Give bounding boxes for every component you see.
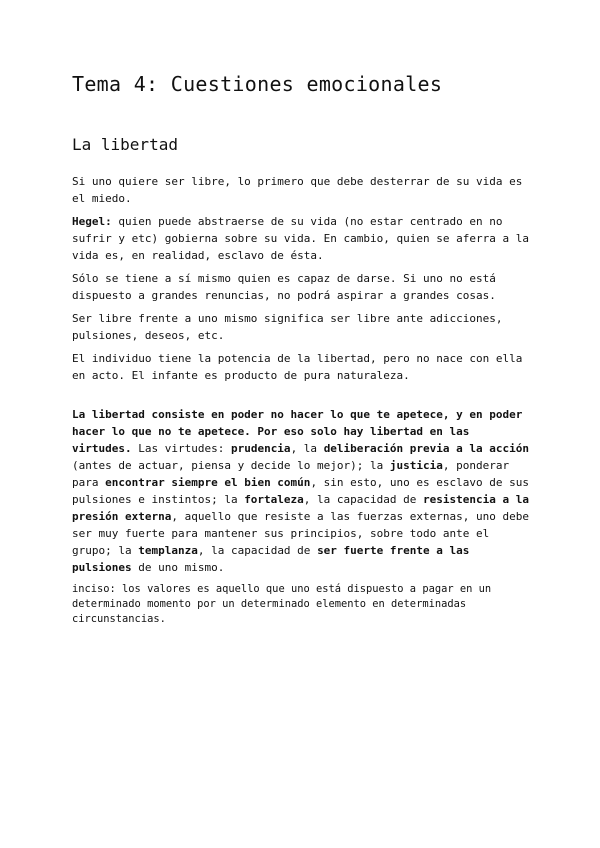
hegel-label: Hegel: (72, 215, 112, 228)
virtue-templanza: templanza (138, 544, 198, 557)
virtue-justicia: justicia (389, 459, 443, 472)
document-body (72, 173, 532, 627)
paragraph-fear: Si uno quiere ser libre, lo primero que debe desterrar de su vida es el miedo. (72, 175, 523, 205)
paragraph-potencia: El individuo tiene la potencia de la libertad, pero no nace con ella en acto. El infante es producto de pura naturaleza. (72, 352, 523, 382)
section-title: La libertad (72, 135, 178, 154)
paragraph-adicciones: Ser libre frente a uno mismo significa ser libre ante adicciones, pulsiones, deseos, etc. (72, 312, 503, 342)
hegel-text: quien puede abstraerse de su vida (no estar centrado en no sufrir y etc) gobierna sobre su vida. En cambio, quien se aferra a la vida es, en realidad, esclavo de ésta. (72, 215, 529, 262)
paragraph-hegel (72, 213, 532, 264)
document-page (72, 70, 532, 633)
paragraph-renuncias: Sólo se tiene a sí mismo quien es capaz de darse. Si uno no está dispuesto a grandes renuncias, no podrá aspirar a grandes cosas. (72, 272, 496, 302)
virtue-prudencia: prudencia (230, 442, 291, 455)
virtudes-intro: La libertad consiste en poder no hacer lo que te apetece, y en poder hacer lo que no te apetece. Por eso solo hay libertad en las virtudes. (72, 408, 523, 455)
paragraph-virtudes: La libertad consiste en poder no hacer lo que te apetece, y en poder hacer lo que no te apetece. Por eso solo hay libertad en las virtudes. Las virtudes: prudencia, la deliberación previa a la acción (antes de actuar, piensa y decide lo mejor); la justicia, ponderar para encontrar siempre el bien común, sin esto, uno es esclavo de sus pulsiones e instintos; la fortaleza, la capacidad de resistencia a la presión externa, aquello que resiste a las fuerzas externas, uno debe ser muy fuerte para mantener sus principios, sobre todo ante el grupo; la templanza, la capacidad de ser fuerte frente a las pulsiones de uno mismo. (72, 408, 529, 574)
virtue-fortaleza: fortaleza (244, 493, 304, 506)
document-title: Tema 4: Cuestiones emocionales (72, 72, 443, 96)
note-inciso: inciso: los valores es aquello que uno está dispuesto a pagar en un determinado momento por un determinado elemento en determinadas circunstancias. (72, 583, 492, 625)
